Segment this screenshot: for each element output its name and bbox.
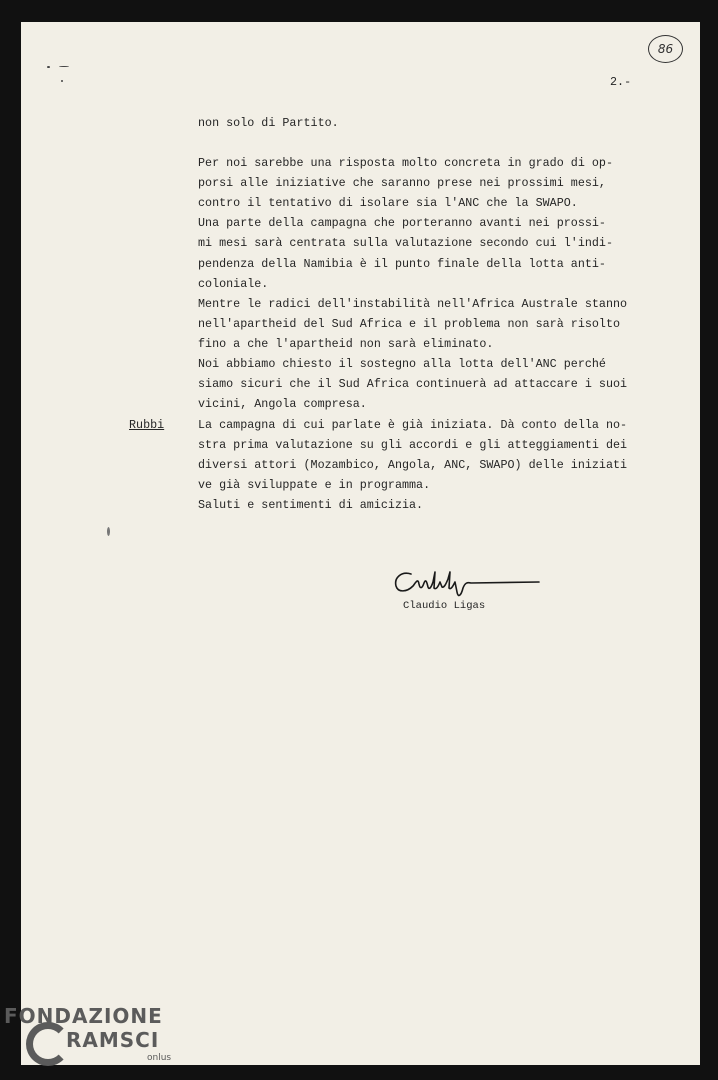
text-line: pendenza della Namibia è il punto finale della lotta anti-	[198, 257, 606, 271]
text-line: Noi abbiamo chiesto il sostegno alla lotta dell'ANC perché	[198, 357, 606, 371]
watermark-g-icon	[26, 1022, 70, 1066]
document-page	[21, 22, 700, 1065]
text-line: non solo di Partito.	[198, 116, 339, 130]
text-line: mi mesi sarà centrata sulla valutazione secondo cui l'indi-	[198, 236, 613, 250]
text-line: diversi attori (Mozambico, Angola, ANC, SWAPO) delle iniziati	[198, 458, 628, 472]
text-line: La campagna di cui parlate è già iniziata. Dà conto della no-	[198, 418, 628, 432]
text-line: nell'apartheid del Sud Africa e il problema non sarà risolto	[198, 317, 621, 331]
text-line: Per noi sarebbe una risposta molto concreta in grado di op-	[198, 156, 613, 170]
text-line: ve già sviluppate e in programma.	[198, 478, 431, 492]
text-line: Mentre le radici dell'instabilità nell'Africa Australe stanno	[198, 297, 628, 311]
page-number: 2.-	[610, 75, 632, 89]
text-line: coloniale.	[198, 277, 269, 291]
text-line: Una parte della campagna che porteranno avanti nei prossi-	[198, 216, 606, 230]
text-line: siamo sicuri che il Sud Africa continuerà ad attaccare i suoi	[198, 377, 628, 391]
signature	[391, 568, 541, 600]
paper-mark	[61, 80, 63, 82]
paper-mark	[59, 66, 69, 67]
speaker-name: Rubbi	[129, 418, 165, 432]
paper-mark	[47, 66, 50, 68]
watermark-line-1: FONDAZIONE	[4, 1004, 163, 1028]
text-line: vicini, Angola compresa.	[198, 397, 367, 411]
archive-stamp: 86	[648, 35, 683, 63]
text-line: fino a che l'apartheid non sarà eliminato.	[198, 337, 494, 351]
signer-name: Claudio Ligas	[403, 600, 486, 612]
watermark-logo	[4, 1000, 194, 1078]
text-line: stra prima valutazione su gli accordi e gli atteggiamenti dei	[198, 438, 628, 452]
text-line: Saluti e sentimenti di amicizia.	[198, 498, 424, 512]
text-line: contro il tentativo di isolare sia l'ANC che la SWAPO.	[198, 196, 578, 210]
paper-mark	[107, 527, 110, 536]
watermark-line-3: onlus	[147, 1053, 172, 1063]
text-line: porsi alle iniziative che saranno prese nei prossimi mesi,	[198, 176, 606, 190]
watermark-line-2: RAMSCI	[66, 1028, 160, 1052]
